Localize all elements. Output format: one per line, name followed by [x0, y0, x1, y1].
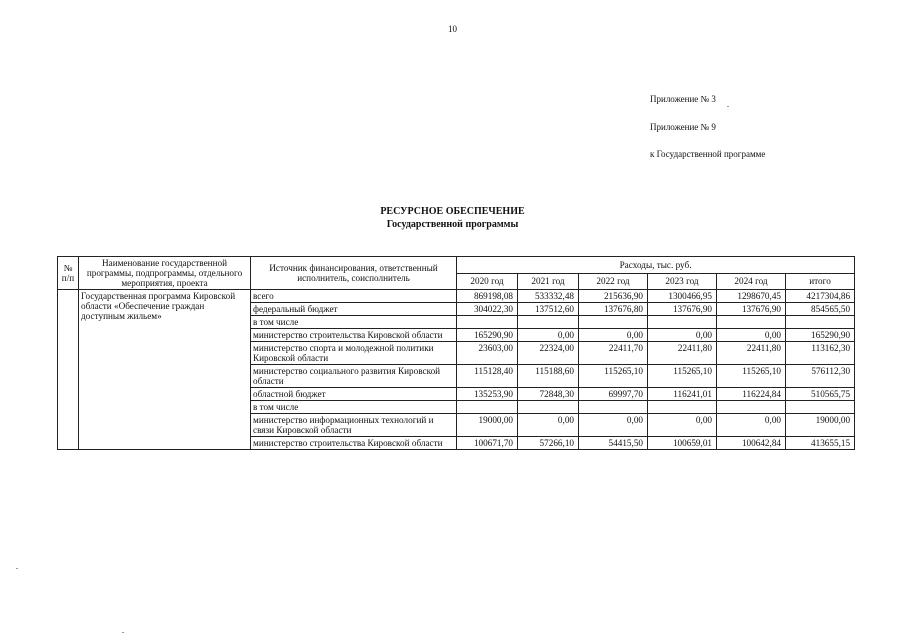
- value-cell: 116241,01: [648, 388, 717, 401]
- page-number: 10: [448, 24, 457, 34]
- value-cell: 19000,00: [786, 414, 855, 437]
- value-cell: 304022,30: [457, 303, 518, 316]
- value-cell: 0,00: [518, 329, 579, 342]
- value-cell: 115265,10: [579, 365, 648, 388]
- value-cell: 0,00: [648, 329, 717, 342]
- header-year: 2022 год: [579, 273, 648, 290]
- source-cell: в том числе: [251, 316, 457, 329]
- source-cell: министерство спорта и молодежной политики Кировской области: [251, 342, 457, 365]
- document-subtitle: Государственной программы: [386, 219, 519, 230]
- document-title: РЕСУРСНОЕ ОБЕСПЕЧЕНИЕ: [380, 206, 525, 217]
- source-cell: министерство информационных технологий и связи Кировской области: [251, 414, 457, 437]
- row-number-cell: [58, 290, 79, 450]
- value-cell: [648, 401, 717, 414]
- source-cell: федеральный бюджет: [251, 303, 457, 316]
- value-cell: 4217304,86: [786, 290, 855, 303]
- value-cell: 215636,90: [579, 290, 648, 303]
- value-cell: 165290,90: [457, 329, 518, 342]
- header-year: 2020 год: [457, 273, 518, 290]
- value-cell: 115265,10: [717, 365, 786, 388]
- scan-speck: [727, 106, 729, 107]
- value-cell: 22411,80: [648, 342, 717, 365]
- value-cell: 165290,90: [786, 329, 855, 342]
- resource-table: [57, 256, 855, 450]
- value-cell: 0,00: [579, 329, 648, 342]
- header-total: итого: [786, 273, 855, 290]
- value-cell: 100659,01: [648, 437, 717, 450]
- value-cell: 137676,90: [717, 303, 786, 316]
- value-cell: 100642,84: [717, 437, 786, 450]
- scan-speck: [16, 568, 18, 569]
- value-cell: 137512,60: [518, 303, 579, 316]
- value-cell: 413655,15: [786, 437, 855, 450]
- value-cell: 137676,80: [579, 303, 648, 316]
- value-cell: 113162,30: [786, 342, 855, 365]
- table-row: [58, 290, 855, 303]
- value-cell: 19000,00: [457, 414, 518, 437]
- value-cell: 576112,30: [786, 365, 855, 388]
- header-num: № п/п: [58, 257, 79, 290]
- header-year: 2023 год: [648, 273, 717, 290]
- value-cell: 137676,90: [648, 303, 717, 316]
- value-cell: 54415,50: [579, 437, 648, 450]
- value-cell: 57266,10: [518, 437, 579, 450]
- source-cell: министерство строительства Кировской области: [251, 437, 457, 450]
- header-name: Наименование государственной программы, подпрограммы, отдельного мероприятия, проекта: [79, 257, 251, 290]
- value-cell: 533332,48: [518, 290, 579, 303]
- value-cell: [457, 401, 518, 414]
- source-cell: министерство строительства Кировской области: [251, 329, 457, 342]
- value-cell: 72848,30: [518, 388, 579, 401]
- value-cell: 854565,50: [786, 303, 855, 316]
- value-cell: 869198,08: [457, 290, 518, 303]
- value-cell: 135253,90: [457, 388, 518, 401]
- value-cell: 22411,70: [579, 342, 648, 365]
- header-year: 2024 год: [717, 273, 786, 290]
- value-cell: 100671,70: [457, 437, 518, 450]
- value-cell: [786, 401, 855, 414]
- value-cell: 0,00: [717, 329, 786, 342]
- scan-speck: [122, 632, 124, 633]
- value-cell: [648, 316, 717, 329]
- header-expenses: Расходы, тыс. руб.: [457, 257, 855, 274]
- value-cell: 1300466,95: [648, 290, 717, 303]
- value-cell: [579, 316, 648, 329]
- value-cell: 22324,00: [518, 342, 579, 365]
- value-cell: 1298670,45: [717, 290, 786, 303]
- source-cell: министерство социального развития Кировской области: [251, 365, 457, 388]
- value-cell: [457, 316, 518, 329]
- header-source: Источник финансирования, ответственный исполнитель, соисполнитель: [251, 257, 457, 290]
- value-cell: [518, 316, 579, 329]
- value-cell: [579, 401, 648, 414]
- value-cell: 0,00: [579, 414, 648, 437]
- source-cell: всего: [251, 290, 457, 303]
- program-name-cell: Государственная программа Кировской области «Обеспечение граждан доступным жильем»: [79, 290, 251, 450]
- value-cell: 22411,80: [717, 342, 786, 365]
- source-cell: областной бюджет: [251, 388, 457, 401]
- value-cell: 23603,00: [457, 342, 518, 365]
- source-cell: в том числе: [251, 401, 457, 414]
- value-cell: 0,00: [648, 414, 717, 437]
- value-cell: 115265,10: [648, 365, 717, 388]
- header-year: 2021 год: [518, 273, 579, 290]
- attachment-line-2: Приложение № 9: [650, 122, 716, 132]
- value-cell: [786, 316, 855, 329]
- value-cell: 116224,84: [717, 388, 786, 401]
- value-cell: 0,00: [518, 414, 579, 437]
- value-cell: 69997,70: [579, 388, 648, 401]
- value-cell: [518, 401, 579, 414]
- value-cell: 115188,60: [518, 365, 579, 388]
- attachment-line-1: Приложение № 3: [650, 94, 716, 104]
- value-cell: [717, 316, 786, 329]
- value-cell: 510565,75: [786, 388, 855, 401]
- value-cell: 115128,40: [457, 365, 518, 388]
- value-cell: [717, 401, 786, 414]
- attachment-line-3: к Государственной программе: [650, 149, 766, 159]
- value-cell: 0,00: [717, 414, 786, 437]
